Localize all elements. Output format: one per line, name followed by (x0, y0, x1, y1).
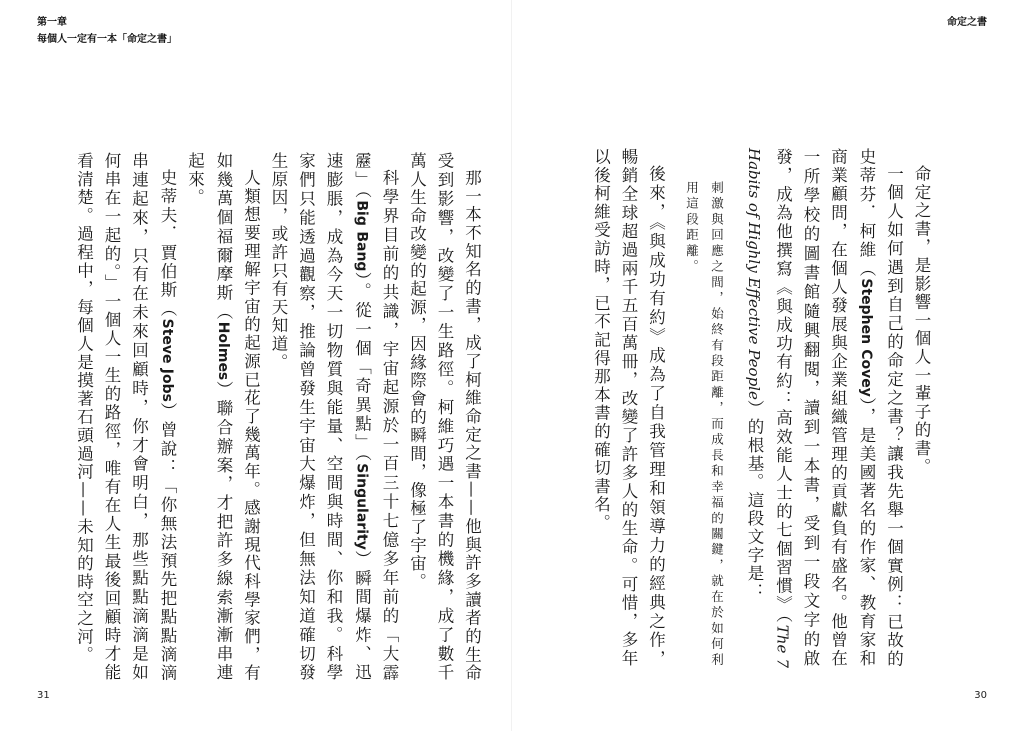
block-quote (680, 148, 730, 668)
latin-term: Singularity (353, 463, 370, 550)
paragraph-p1 (403, 152, 486, 682)
text-run: 後來，《與成功有約》成為了自我管理和領導力的經典之作，暢銷全球超過兩千五百萬冊，改變了許多人的生命。可惜，多年以後柯維受訪時，已不記得那本書的確切書名。 (591, 148, 666, 668)
right-running-head: 命定之書 (947, 17, 987, 28)
text-run: ）的根基。這段文字是： (745, 399, 764, 602)
text-run: ），是美國著名的作家、教育家和商業顧問，在個人發展與企業組織管理的貢獻負有盛名。他曾在一所學校的圖書館隨興翻閱，讀到一本書，受到一段文字的啟發，成為他撰寫《與成功有約：高效能人士的七個習慣》（ (773, 148, 876, 669)
left-running-head (37, 14, 177, 48)
latin-term: Steve Jobs (159, 318, 175, 402)
text-run: 一個人如何遇到自己的命定之書？讓我先舉一個實例：已故的史蒂芬．柯維（ (857, 148, 904, 668)
text-run: 人類想要理解宇宙的起源已花了幾萬年。感謝現代科學家們，有如幾萬個福爾摩斯（ (214, 152, 261, 682)
right-page-body (587, 148, 935, 668)
chapter-number: 第一章 (37, 17, 67, 28)
text-run: 那一本不知名的書，成了柯維命定之書——他與許多讀者的生命受到影響，改變了一生路徑。柯維巧遇一本書的機緣，成了數千萬人生命改變的起源，因緣際會的瞬間，像極了宇宙。 (407, 152, 482, 682)
text-run: 科學界目前的共識，宇宙起源於一百三十七億多年前的「大霹靂」（ (352, 152, 399, 682)
text-run: 史蒂夫．賈伯斯（ (158, 168, 177, 319)
left-page-body (70, 152, 486, 682)
latin-term: Big Bang (353, 200, 370, 272)
text-run: ）。從一個「奇異點」（ (352, 271, 372, 464)
paragraph-r1 (908, 148, 936, 668)
text-run: ）曾說：「你無法預先把點點滴滴串連起來，只有在未來回顧時，你才會明白，那些點點滴滴是如何串在一起的。」一個人一生的路徑，唯有在人生最後回顧時才能看清楚。過程中，每個人是摸著石頭過河——未知的時空之河。 (74, 152, 177, 683)
latin-term: Stephen Covey (858, 278, 874, 397)
paragraph-p2 (265, 152, 404, 682)
text-run: 刺激與回應之間，始終有段距離，而成長和幸福的關鍵，就在於如何利用這段距離。 (684, 180, 725, 668)
paragraph-p4 (70, 152, 181, 682)
text-run: ）瞬間爆炸、迅速膨脹，成為今天一切物質與能量、空間與時間、你和我。科學家們只能透過觀察，推論曾發生宇宙大爆炸，但無法知道確切發生原因，或許只有天知道。 (269, 152, 372, 682)
paragraph-r4 (587, 148, 670, 668)
paragraph-p3 (181, 152, 265, 682)
gutter (511, 0, 512, 731)
paragraph-r2 (740, 148, 908, 668)
left-page-number: 31 (37, 690, 50, 701)
text-run: ）聯合辦案，才把許多線索漸漸串連起來。 (185, 152, 233, 682)
right-page-number: 30 (974, 690, 987, 701)
latin-term: The 7 Habits of Highly Effective People (745, 148, 792, 668)
text-run: 命定之書，是影響一個人一輩子的書。 (912, 164, 931, 476)
chapter-title: 每個人一定有一本「命定之書」 (37, 34, 177, 45)
latin-term: Holmes (215, 321, 231, 381)
